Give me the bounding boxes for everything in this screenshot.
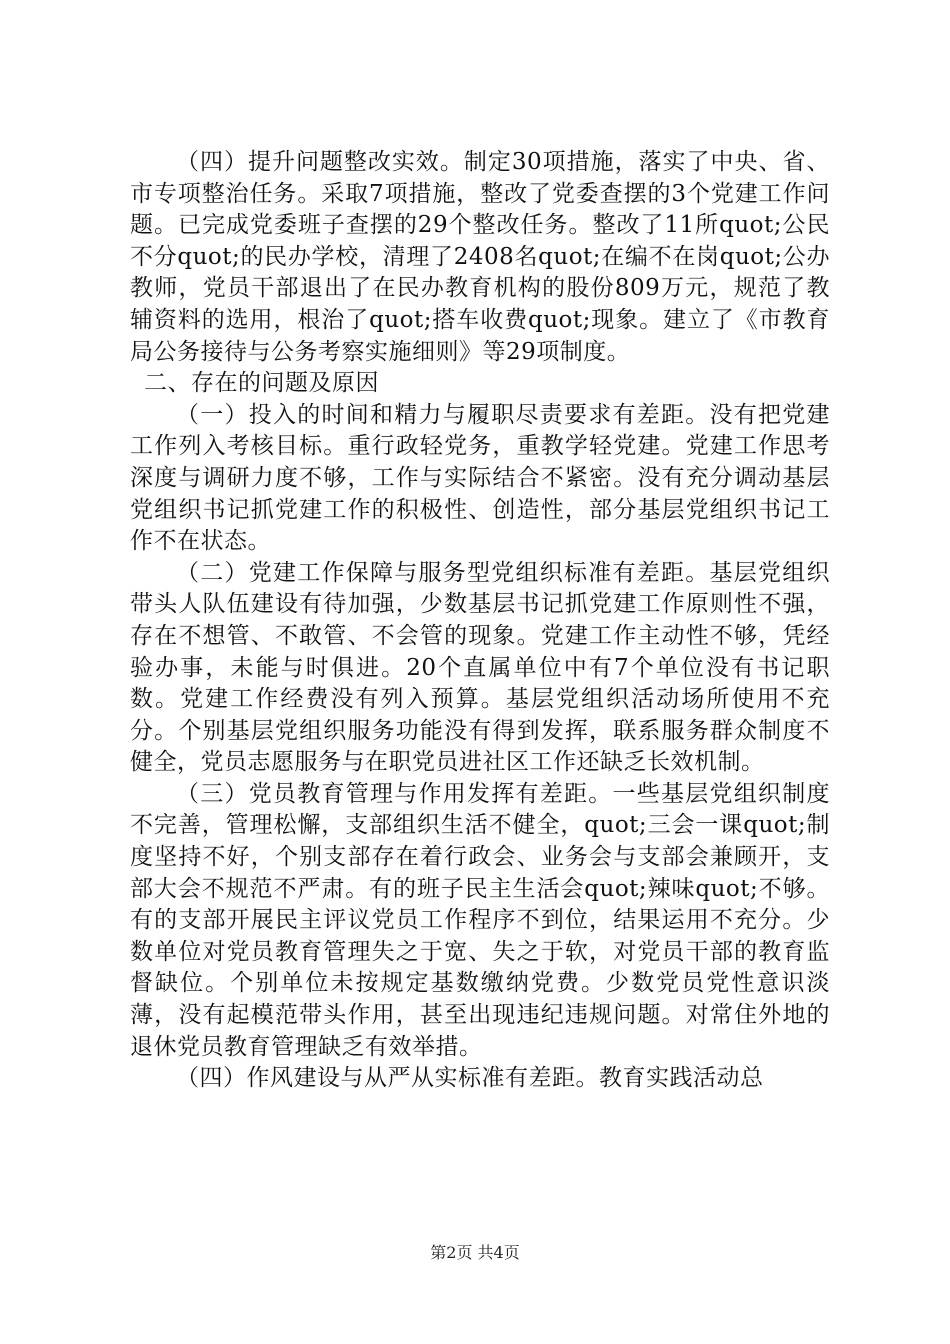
paragraph-problem-3: （三）党员教育管理与作用发挥有差距。一些基层党组织制度不完善，管理松懈，支部组织生活不健全，quot;三会一课quot;制度坚持不好，个别支部存在着行政会、业务会与支部会兼顾开，支部大会不规范不严肃。有的班子民主生活会quot;辣味quot;不够。有的支部开展民主评议党员工作程序不到位，结果运用不充分。少数单位对党员教育管理失之于宽、失之于软，对党员干部的教育监督缺位。个别单位未按规定基数缴纳党费。少数党员党性意识淡薄，没有起模范带头作用，甚至出现违纪违规问题。对常住外地的退休党员教育管理缺乏有效举措。 [130, 780, 830, 1060]
paragraph-rectification: （四）提升问题整改实效。制定30项措施，落实了中央、省、市专项整治任务。采取7项措施，整改了党委查摆的3个党建工作问题。已完成党委班子查摆的29个整改任务。整改了11所quot;公民不分quot;的民办学校，清理了2408名quot;在编不在岗quot;公办教师，党员干部退出了在民办教育机构的股份809万元，规范了教辅资料的选用，根治了quot;搭车收费quot;现象。建立了《市教育局公务接待与公务考察实施细则》等29项制度。 [130, 149, 830, 365]
paragraph-problem-2: （二）党建工作保障与服务型党组织标准有差距。基层党组织带头人队伍建设有待加强，少数基层书记抓党建工作原则性不强，存在不想管、不敢管、不会管的现象。党建工作主动性不够，凭经验办事，未能与时俱进。20个直属单位中有7个单位没有书记职数。党建工作经费没有列入预算。基层党组织活动场所使用不充分。个别基层党组织服务功能没有得到发挥，联系服务群众制度不健全，党员志愿服务与在职党员进社区工作还缺乏长效机制。 [130, 559, 830, 776]
paragraph-problem-1: （一）投入的时间和精力与履职尽责要求有差距。没有把党建工作列入考核目标。重行政轻党务，重教学轻党建。党建工作思考深度与调研力度不够，工作与实际结合不紧密。没有充分调动基层党组织书记抓党建工作的积极性、创造性，部分基层党组织书记工作不在状态。 [130, 401, 830, 555]
document-body [130, 147, 830, 1095]
paragraph-problem-4: （四）作风建设与从严从实标准有差距。教育实践活动总 [176, 1065, 764, 1092]
section-heading-problems: 二、存在的问题及原因 [144, 370, 379, 397]
page-footer: 第2页 共4页 [430, 1243, 520, 1262]
